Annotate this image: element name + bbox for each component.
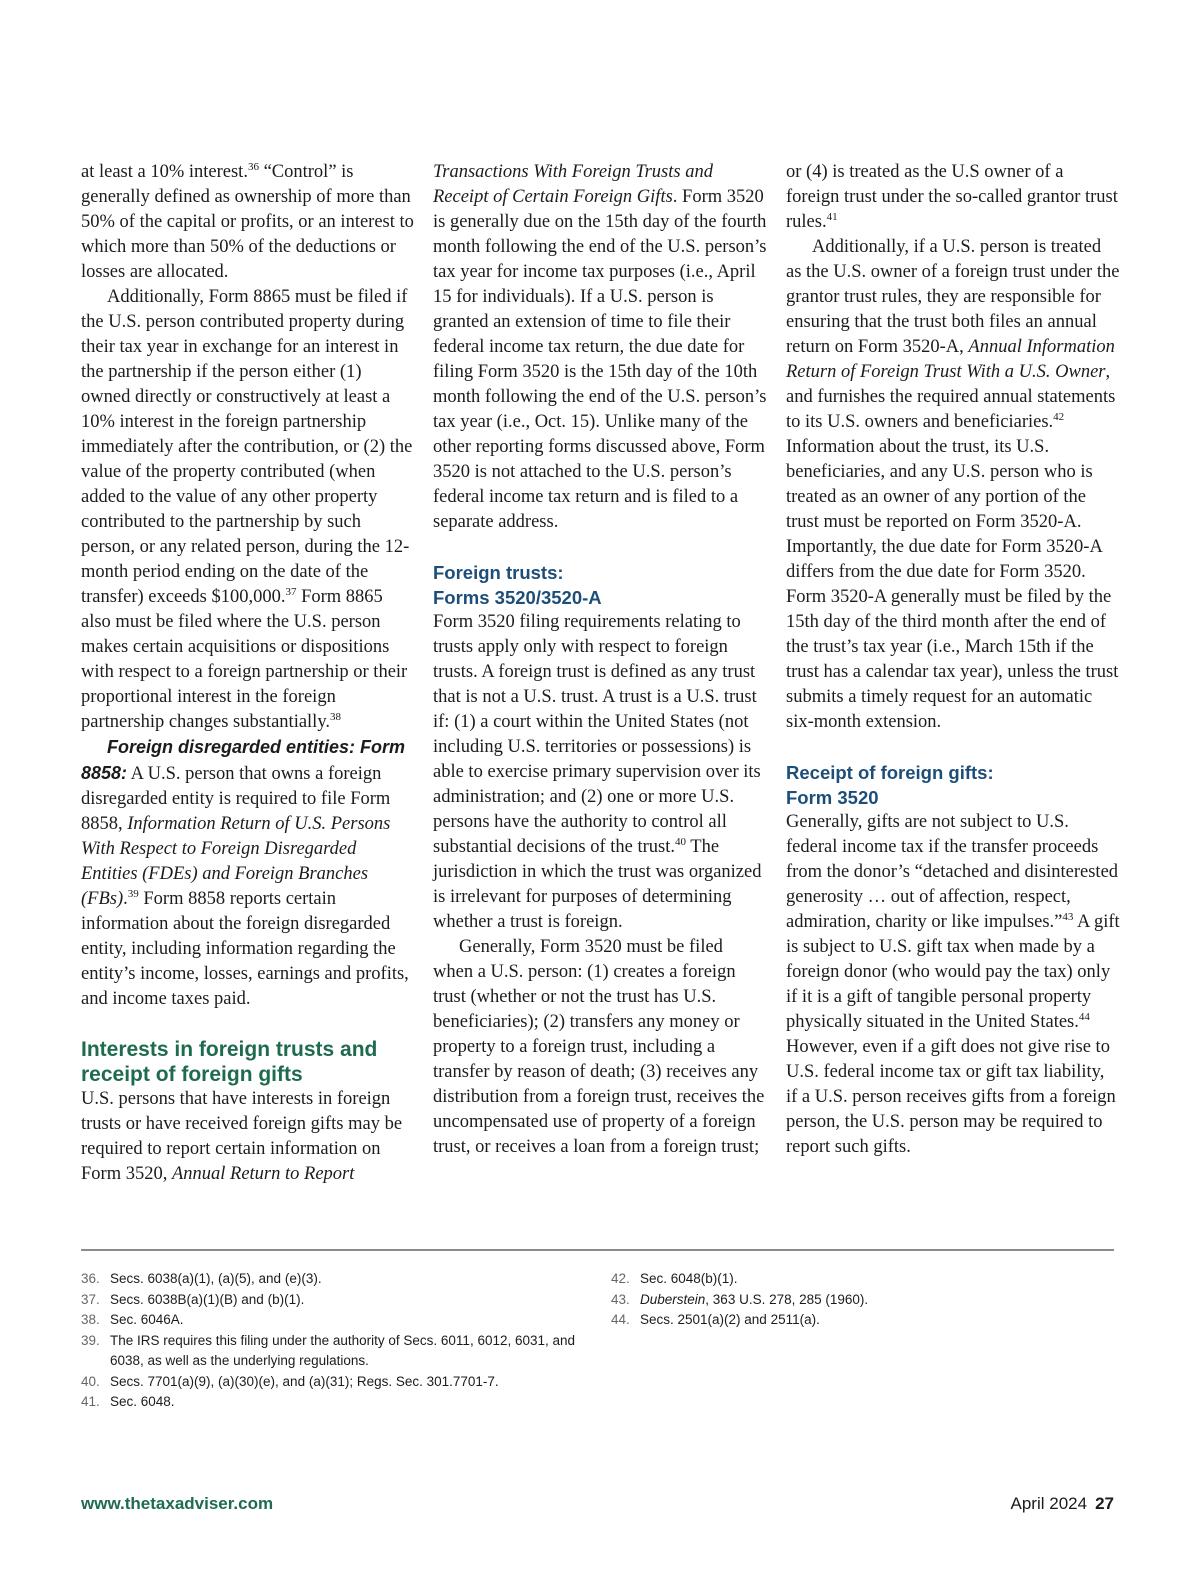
footnote: 39. The IRS requires this filing under the authority of Secs. 6011, 6012, 6031, and 6038, as well as the underlying regulations.: [81, 1332, 576, 1368]
run-in-heading: Foreign disregarded entities: Form 8858:: [81, 737, 406, 783]
footnote: 41. Sec. 6048.: [81, 1394, 175, 1409]
heading-line: Form 3520: [786, 787, 879, 808]
paragraph: Transactions With Foreign Trusts and Receipt of Certain Foreign Gifts. Form 3520 is generally due on the 15th day of the fourth month following the end of the U.S. person’s tax year for income tax purposes (i.e., April 15 for individuals). If a U.S. person is granted an extension of time to file their federal income tax return, the due date for filing Form 3520 is the 15th day of the 10th month following the end of the U.S. person’s tax year (i.e., Oct. 15). Unlike many of the other reporting forms discussed above, Form 3520 is not attached to the U.S. person’s federal income tax return and is filed to a separate address.: [433, 162, 767, 532]
heading-line: Receipt of foreign gifts:: [786, 762, 994, 783]
footnotes-left: [81, 1269, 601, 1413]
paragraph: Foreign disregarded entities: Form 8858: A U.S. person that owns a foreign disregarded entity is required to file Form 8858, Information Return of U.S. Persons With Respect to Foreign Disregarded Entities (FDEs) and Foreign Branches (FBs).$^{39}$ Form 8858 reports certain information about the foreign disregarded entity, including information regarding the entity’s income, losses, earnings and profits, and income taxes paid.: [81, 737, 409, 1009]
website-link[interactable]: www.thetaxadviser.com: [81, 1494, 274, 1513]
footnote: 37. Secs. 6038B(a)(1)(B) and (b)(1).: [81, 1291, 305, 1307]
footnote-ref[interactable]: 39: [127, 887, 139, 900]
footnote-ref[interactable]: 43: [1062, 910, 1074, 923]
footnote: 43. Duberstein, 363 U.S. 278, 285 (1960).: [611, 1291, 869, 1307]
column-1: [81, 160, 415, 1187]
paragraph: Additionally, if a U.S. person is treated as the U.S. owner of a foreign trust under the grantor trust rules, they are responsible for ensuring that the trust both files an annual return on Form 3520-A, Annual Information Return of Foreign Trust With a U.S. Owner, and furnishes the required annual statements to its U.S. owners and beneficiaries.$^{42}$ Information about the trust, its U.S. beneficiaries, and any U.S. person who is treated as an owner of any portion of the trust must be reported on Form 3520-A. Importantly, the due date for Form 3520-A differs from the due date for Form 3520. Form 3520-A generally must be filed by the 15th day of the third month after the end of the trust’s tax year (i.e., March 15th if the trust has a calendar tax year), unless the trust submits a timely request for an automatic six-month extension.: [786, 237, 1120, 732]
paragraph: U.S. persons that have interests in foreign trusts or have received foreign gifts may be required to report certain information on Form 3520, Annual Return to Report: [81, 1089, 403, 1184]
footnote-ref[interactable]: 38: [330, 710, 342, 723]
page-number: 27: [1095, 1494, 1114, 1513]
column-2: [433, 160, 767, 1160]
section-heading-foreign-trusts: [433, 560, 767, 610]
paragraph: Generally, Form 3520 must be filed when a U.S. person: (1) creates a foreign trust (whether or not the trust has U.S. beneficiaries); (2) transfers any money or property to a foreign trust, including a transfer by reason of death; (3) receives any distribution from a foreign trust, receives the uncompensated use of property of a foreign trust, or receives a loan from a foreign trust;: [433, 937, 765, 1157]
issue-date: April 2024: [1010, 1494, 1088, 1513]
footnote-ref[interactable]: 40: [675, 835, 687, 848]
heading-line: Forms 3520/3520-A: [433, 587, 602, 608]
section-heading-interests-foreign-trusts: Interests in foreign trusts and receipt of foreign gifts: [81, 1038, 378, 1086]
footnote: 44. Secs. 2501(a)(2) and 2511(a).: [611, 1312, 820, 1327]
section-heading-receipt-foreign-gifts: [786, 760, 1120, 810]
footnotes-right: [611, 1269, 1131, 1331]
footnote-ref[interactable]: 36: [247, 160, 259, 173]
heading-line: Foreign trusts:: [433, 562, 564, 583]
footnote-ref[interactable]: 37: [285, 585, 297, 598]
paragraph: at least a 10% interest.$^{36}$ “Control” is generally defined as ownership of more than 50% of the capital or profits, or an interest to which more than 50% of the deductions or losses are allocated.: [81, 160, 414, 282]
paragraph: Form 3520 filing requirements relating to trusts apply only with respect to foreign trusts. A foreign trust is defined as any trust that is not a U.S. trust. A trust is a U.S. trust if: (1) a court within the United States (not including U.S. territories or possessions) is able to exercise primary supervision over its administration; and (2) one or more U.S. persons have the authority to control all substantial decisions of the trust.$^{40}$ The jurisdiction in which the trust was organized is irrelevant for purposes of determining whether a trust is foreign.: [433, 612, 762, 932]
paragraph: or (4) is treated as the U.S owner of a foreign trust under the so-called grantor trust rules.$^{41}$: [786, 162, 1118, 232]
footnote-divider: [81, 1249, 1114, 1251]
footnote: 38. Sec. 6046A.: [81, 1312, 184, 1327]
paragraph: Generally, gifts are not subject to U.S. federal income tax if the transfer proceeds from the donor’s “detached and disinterested generosity … out of affection, respect, admiration, charity or like impulses.”$^{43}$ A gift is subject to U.S. gift tax when made by a foreign donor (who would pay the tax) only if it is a gift of tangible personal property physically situated in the United States.$^{44}$ However, even if a gift does not give rise to U.S. federal income tax or gift tax liability, if a U.S. person receives gifts from a foreign person, the U.S. person may be required to report such gifts.: [786, 812, 1120, 1157]
column-3: [786, 160, 1120, 1160]
footnote-ref[interactable]: 41: [826, 210, 838, 223]
footnote: 36. Secs. 6038(a)(1), (a)(5), and (e)(3).: [81, 1271, 322, 1286]
paragraph: Additionally, Form 8865 must be filed if the U.S. person contributed property during their tax year in exchange for an interest in the partnership if the person either (1) owned directly or constructively at least a 10% interest in the foreign partnership immediately after the contribution, or (2) the value of the property contributed (when added to the value of any other property contributed to the partnership by such person, or any related person, during the 12-month period ending on the date of the transfer) exceeds $100,000.37 Form 8865 also must be filed where the U.S. person makes certain acquisitions or dispositions with respect to a foreign partnership or their proportional interest in the foreign partnership changes substantially.$^{38}$: [81, 287, 413, 732]
page-footer: [1011, 1492, 1114, 1516]
footnote: 40. Secs. 7701(a)(9), (a)(30)(e), and (a)(31); Regs. Sec. 301.7701-7.: [81, 1373, 499, 1389]
footnote-ref[interactable]: 42: [1053, 410, 1065, 423]
footnote-ref[interactable]: 44: [1078, 1010, 1090, 1023]
footnote: 42. Sec. 6048(b)(1).: [611, 1271, 738, 1286]
